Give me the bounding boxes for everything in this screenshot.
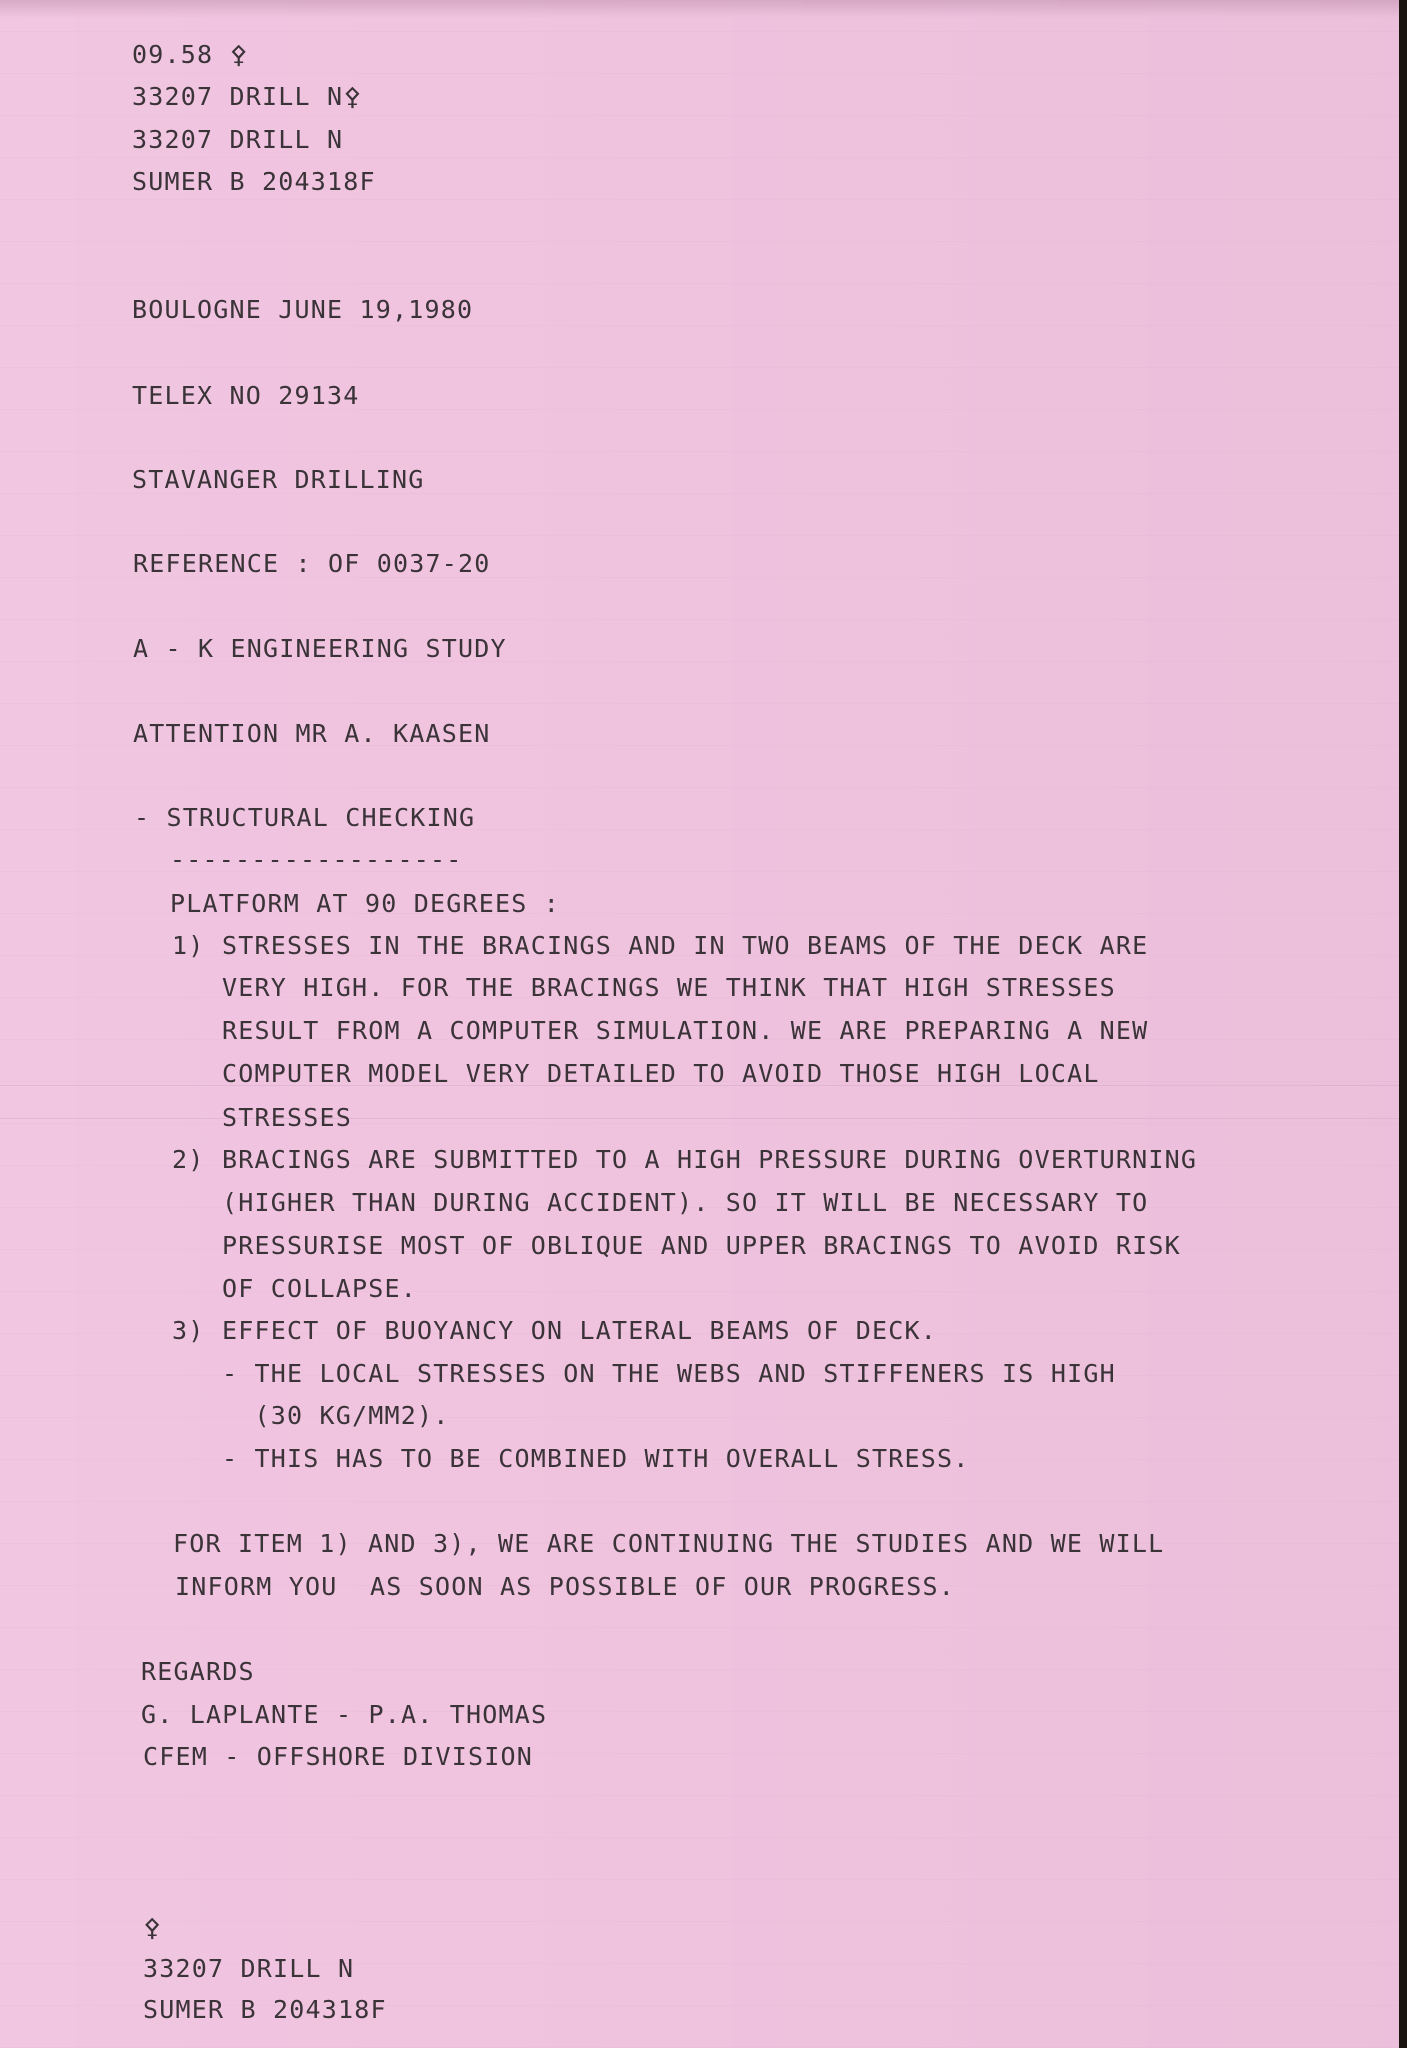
item-1-line: VERY HIGH. FOR THE BRACINGS WE THINK THAT HIGH STRESSES [222, 973, 1116, 1002]
item-3-subline: - THIS HAS TO BE COMBINED WITH OVERALL STRESS. [222, 1444, 970, 1473]
header-line-time: 09.58 ⚴ [132, 40, 250, 69]
footer-sender-code: SUMER B 204318F [143, 1995, 387, 2024]
item-3-subline: (30 KG/MM2). [222, 1401, 450, 1430]
signatory-division: CFEM - OFFSHORE DIVISION [143, 1742, 534, 1771]
header-line-sender-code: SUMER B 204318F [132, 167, 376, 196]
place-date: BOULOGNE JUNE 19,1980 [132, 295, 474, 324]
item-2-line: BRACINGS ARE SUBMITTED TO A HIGH PRESSURE DURING OVERTURNING [222, 1145, 1198, 1174]
recipient: STAVANGER DRILLING [132, 465, 425, 494]
paper-rule [0, 1118, 1399, 1119]
item-1-line: STRESSES IN THE BRACINGS AND IN TWO BEAMS OF THE DECK ARE [222, 931, 1149, 960]
regards: REGARDS [141, 1657, 255, 1686]
platform-heading: PLATFORM AT 90 DEGREES : [170, 889, 561, 918]
signatory-names: G. LAPLANTE - P.A. THOMAS [141, 1700, 548, 1729]
scan-border [1399, 0, 1407, 2048]
subject: A - K ENGINEERING STUDY [133, 634, 507, 663]
header-line-answerback-1: 33207 DRILL N⚴ [132, 82, 363, 111]
item-3-line: EFFECT OF BUOYANCY ON LATERAL BEAMS OF DECK. [222, 1316, 938, 1345]
section-underline: ------------------ [170, 845, 463, 874]
section-title: - STRUCTURAL CHECKING [134, 803, 476, 832]
item-label: 1) [172, 931, 205, 960]
item-2-line: PRESSURISE MOST OF OBLIQUE AND UPPER BRACINGS TO AVOID RISK [222, 1231, 1181, 1260]
reference: REFERENCE : OF 0037-20 [133, 549, 491, 578]
item-1-line: STRESSES [222, 1103, 353, 1132]
item-1-line: COMPUTER MODEL VERY DETAILED TO AVOID THOSE HIGH LOCAL [222, 1059, 1100, 1088]
footer-answerback: 33207 DRILL N [143, 1954, 355, 1983]
item-label: 2) [172, 1145, 205, 1174]
item-label: 3) [172, 1316, 205, 1345]
telex-number: TELEX NO 29134 [132, 381, 360, 410]
item-2-line: OF COLLAPSE. [222, 1274, 418, 1303]
paper-top-shadow [0, 0, 1399, 18]
closing-line: FOR ITEM 1) AND 3), WE ARE CONTINUING THE STUDIES AND WE WILL [173, 1529, 1165, 1558]
attention: ATTENTION MR A. KAASEN [133, 719, 491, 748]
header-line-answerback-2: 33207 DRILL N [132, 125, 344, 154]
closing-line: INFORM YOU AS SOON AS POSSIBLE OF OUR PROGRESS. [175, 1572, 956, 1601]
item-3-subline: - THE LOCAL STRESSES ON THE WEBS AND STIFFENERS IS HIGH [222, 1359, 1116, 1388]
footer-symbol: ⚴ [143, 1913, 163, 1942]
item-1-line: RESULT FROM A COMPUTER SIMULATION. WE ARE PREPARING A NEW [222, 1016, 1149, 1045]
item-2-line: (HIGHER THAN DURING ACCIDENT). SO IT WILL BE NECESSARY TO [222, 1188, 1149, 1217]
